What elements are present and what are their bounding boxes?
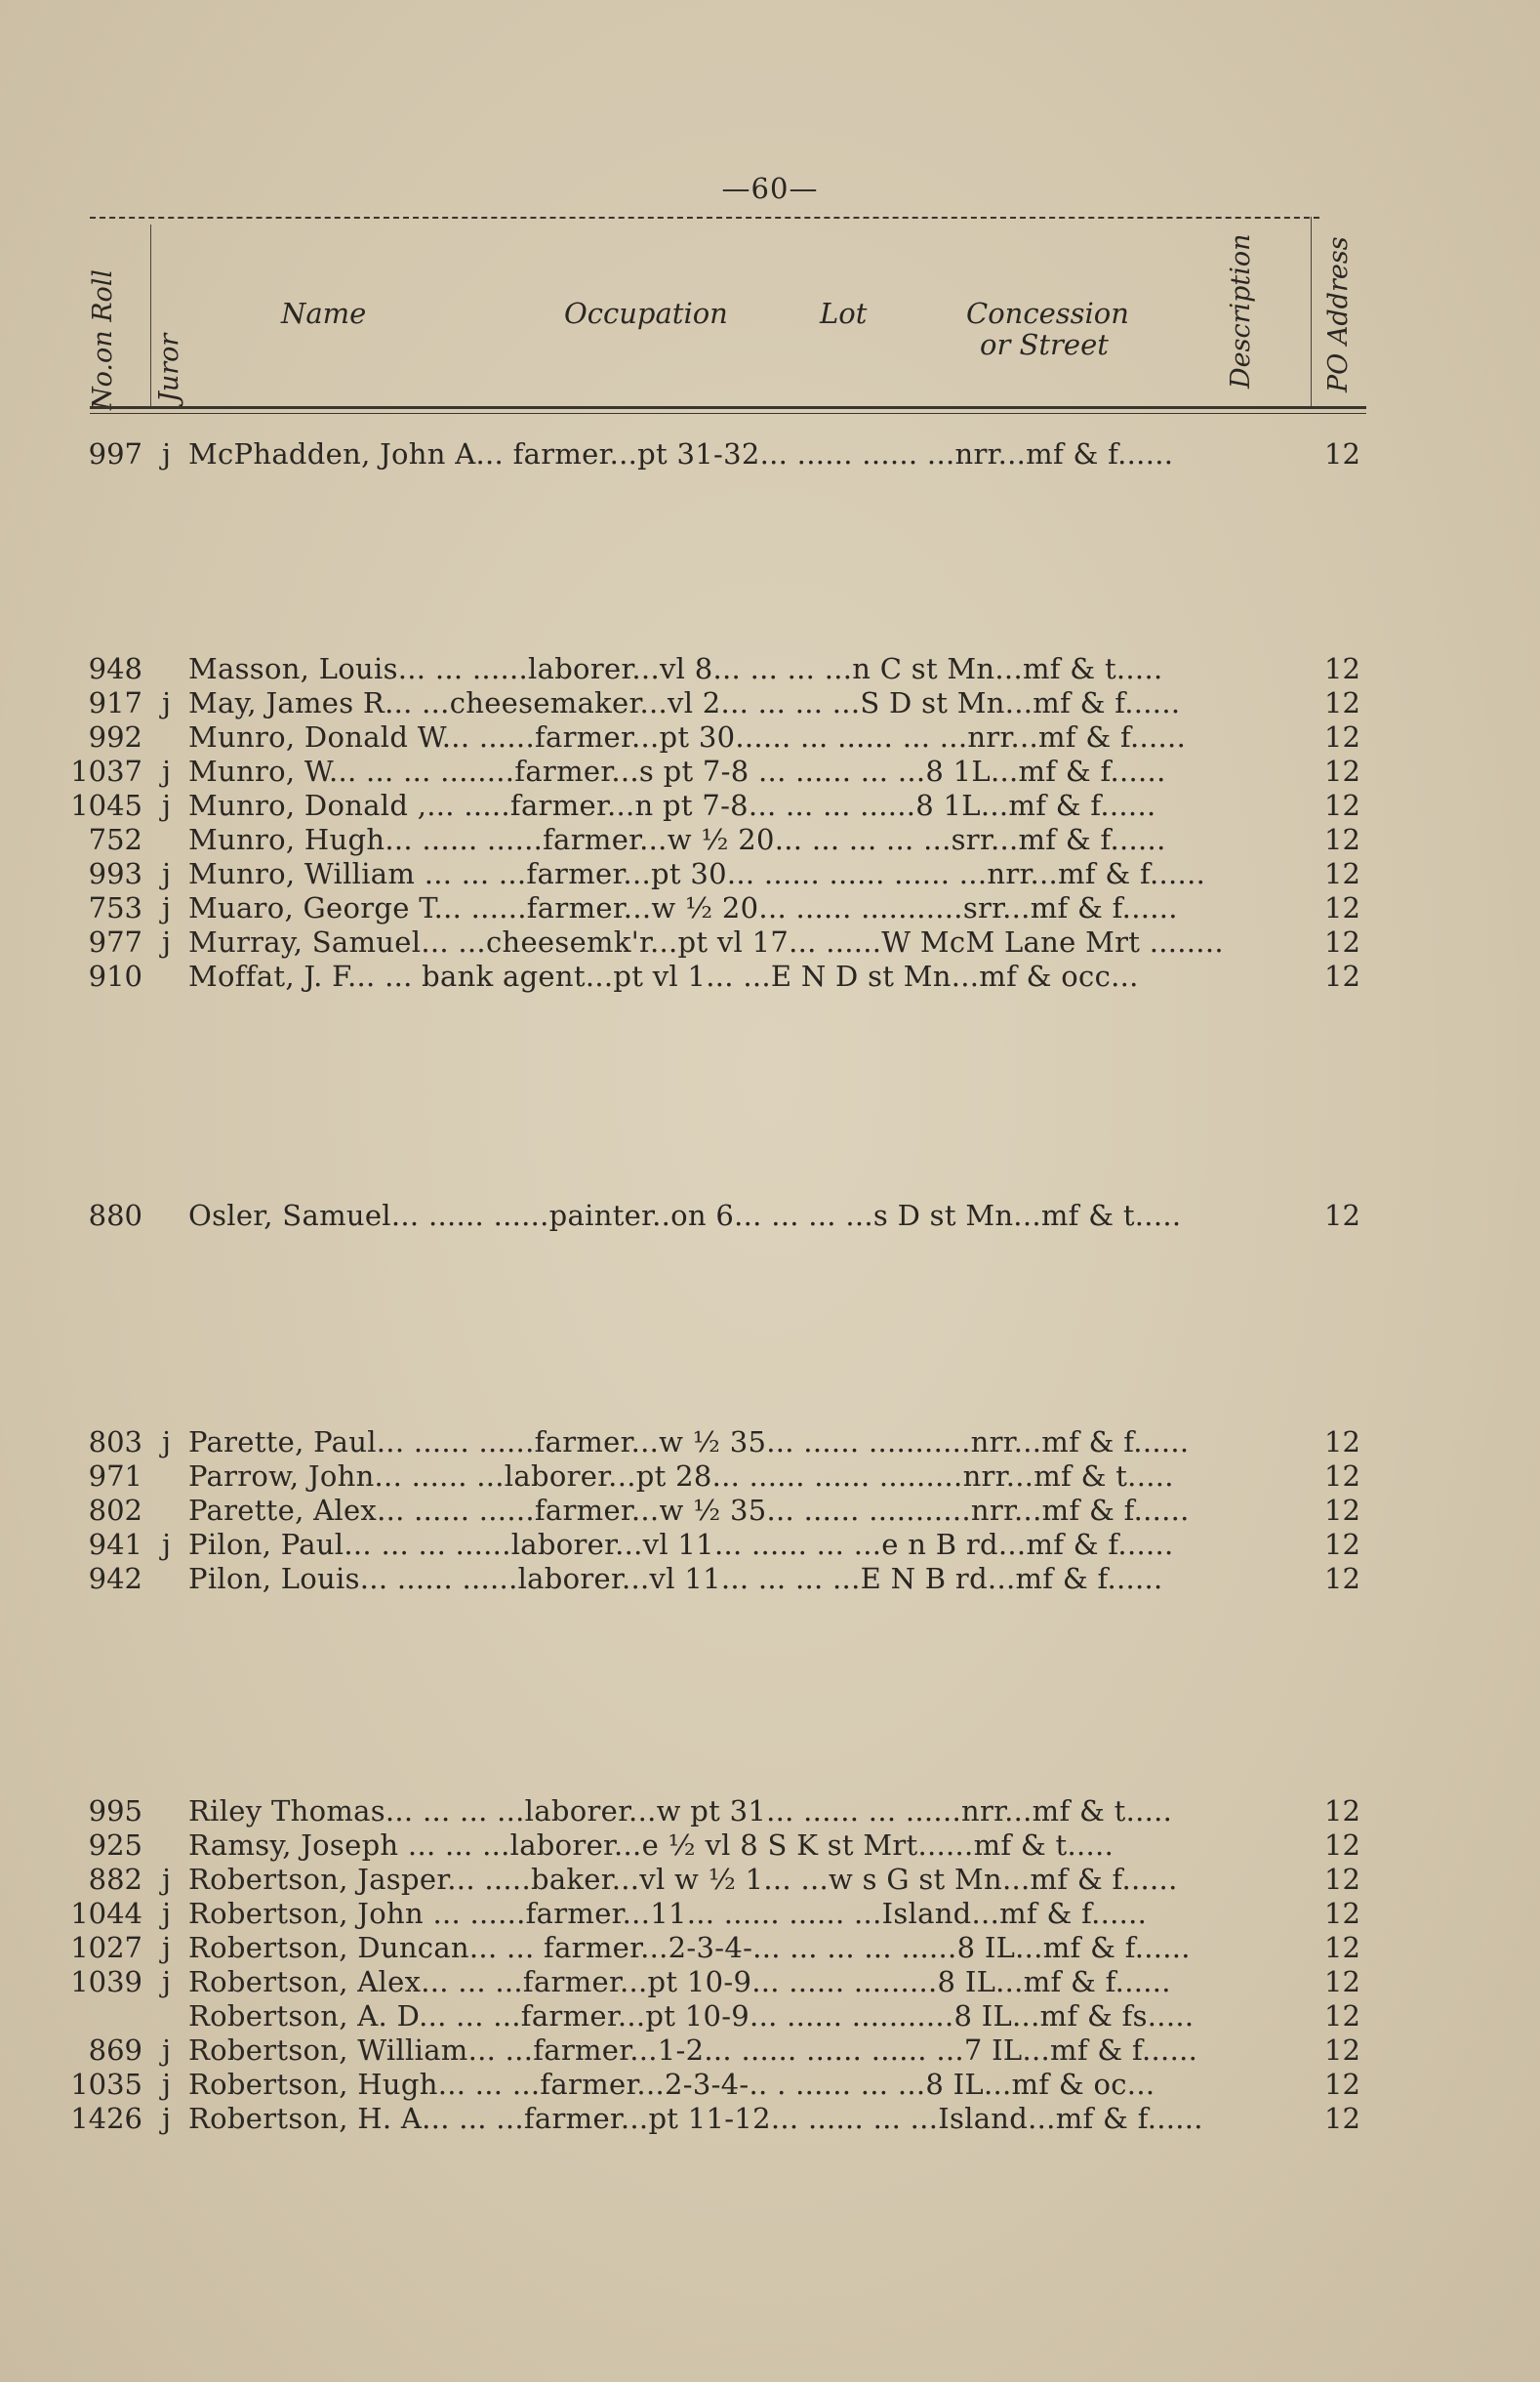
roll-entry-row [0,2033,1540,2067]
roll-number: 997 [88,437,142,471]
juror-mark: j [162,891,171,924]
po-address: 12 [1324,1562,1360,1595]
header-lot: Lot [820,297,868,330]
po-address: 12 [1324,2068,1360,2101]
header-po-address: PO Address [1323,236,1354,392]
page-number: —60— [721,172,819,205]
roll-entry-row [0,1199,1540,1232]
juror-mark: j [162,2102,171,2135]
roll-number: 948 [88,652,142,685]
entry-text: Munro, Hugh... ...... ......farmer...w ½ 20... ... ... ... ...srr...mf & f...... [188,823,1166,856]
roll-entry-row [0,1965,1540,1998]
roll-entry-row [0,1794,1540,1828]
entry-text: Pilon, Louis... ...... ......laborer...vl 11... ... ... ...E N B rd...mf & f...... [188,1562,1163,1595]
juror-mark: j [162,857,171,890]
po-address: 12 [1324,1794,1360,1828]
juror-mark: j [162,1931,171,1964]
entry-text: Munro, William ... ... ...farmer...pt 30... ...... ...... ...... ...nrr...mf & f...... [188,857,1206,890]
entry-text: Munro, Donald ,... .....farmer...n pt 7-8... ... ... ......8 1L...mf & f...... [188,789,1156,822]
roll-entry-row [0,1828,1540,1862]
entry-text: Munro, W... ... ... ........farmer...s pt 7-8 ... ...... ... ...8 1L...mf & f...... [188,755,1166,788]
roll-entry-row [0,1931,1540,1964]
po-address: 12 [1324,1425,1360,1458]
juror-mark: j [162,437,171,471]
juror-mark: j [162,1528,171,1561]
roll-number: 869 [88,2033,142,2067]
roll-entry-row [0,1528,1540,1561]
entry-text: Robertson, William... ...farmer...1-2... ...... ...... ...... ...7 IL...mf & f...... [188,2033,1198,2067]
roll-number: 803 [88,1425,142,1458]
header-divider [1311,217,1312,406]
header-bottom-rule [90,406,1366,409]
entry-text: Robertson, Duncan... ... farmer...2-3-4-... ... ... ... ......8 IL...mf & f...... [188,1931,1191,1964]
header-divider [150,225,151,406]
juror-mark: j [162,686,171,719]
entry-text: Parette, Alex... ...... ......farmer...w ½ 35... ...... ...........nrr...mf & f...... [188,1494,1190,1527]
juror-mark: j [162,1425,171,1458]
po-address: 12 [1324,1863,1360,1896]
juror-mark: j [162,1863,171,1896]
roll-entry-row [0,1425,1540,1458]
roll-entry-row [0,437,1540,471]
juror-mark: j [162,1897,171,1930]
entry-text: Pilon, Paul... ... ... ......laborer...vl 11... ...... ... ...e n B rd...mf & f...... [188,1528,1174,1561]
roll-number: 802 [88,1494,142,1527]
po-address: 12 [1324,857,1360,890]
roll-entry-row [0,1999,1540,2033]
header-name: Name [281,297,367,330]
entry-text: Riley Thomas... ... ... ...laborer...w pt 31... ...... ... ......nrr...mf & t..... [188,1794,1173,1828]
entry-text: Robertson, John ... ......farmer...11... ...... ...... ...Island...mf & f...... [188,1897,1148,1930]
po-address: 12 [1324,1931,1360,1964]
entry-text: Robertson, H. A... ... ...farmer...pt 11-12... ...... ... ...Island...mf & f...... [188,2102,1203,2135]
roll-entry-row [0,652,1540,685]
po-address: 12 [1324,1494,1360,1527]
po-address: 12 [1324,925,1360,959]
po-address: 12 [1324,652,1360,685]
header-description: Description [1226,233,1256,389]
entry-text: Osler, Samuel... ...... ......painter..on 6... ... ... ...s D st Mn...mf & t..... [188,1199,1182,1232]
entry-text: Masson, Louis... ... ......laborer...vl 8... ... ... ...n C st Mn...mf & t..... [188,652,1163,685]
juror-mark: j [162,2068,171,2101]
po-address: 12 [1324,1965,1360,1998]
roll-number: 1035 [70,2068,142,2101]
juror-mark: j [162,2033,171,2067]
entry-text: Robertson, Hugh... ... ...farmer...2-3-4-.. . ...... ... ...8 IL...mf & oc... [188,2068,1155,2101]
roll-number: 1426 [70,2102,142,2135]
roll-number: 942 [88,1562,142,1595]
po-address: 12 [1324,1828,1360,1862]
roll-number: 1045 [70,789,142,822]
juror-mark: j [162,1965,171,1998]
roll-number: 882 [88,1863,142,1896]
entry-text: Robertson, Alex... ... ...farmer...pt 10-9... ...... .........8 IL...mf & f...... [188,1965,1171,1998]
roll-entry-row [0,823,1540,856]
juror-mark: j [162,925,171,959]
entry-text: Muaro, George T... ......farmer...w ½ 20... ...... ...........srr...mf & f...... [188,891,1178,924]
po-address: 12 [1324,823,1360,856]
roll-entry-row [0,925,1540,959]
roll-entry-row [0,2068,1540,2101]
header-juror: Juror [154,333,184,402]
juror-mark: j [162,789,171,822]
entry-text: Robertson, A. D... ... ...farmer...pt 10-9... ...... ...........8 IL...mf & fs..... [188,1999,1195,2033]
header-concession-line1: Concession [966,297,1129,330]
po-address: 12 [1324,1528,1360,1561]
po-address: 12 [1324,1199,1360,1232]
roll-entry-row [0,789,1540,822]
po-address: 12 [1324,437,1360,471]
po-address: 12 [1324,686,1360,719]
header-occupation: Occupation [564,297,728,330]
roll-number: 1037 [70,755,142,788]
po-address: 12 [1324,720,1360,754]
entry-text: Moffat, J. F... ... bank agent...pt vl 1... ...E N D st Mn...mf & occ... [188,960,1139,993]
entry-text: Robertson, Jasper... .....baker...vl w ½ 1... ...w s G st Mn...mf & f...... [188,1863,1178,1896]
roll-number: 925 [88,1828,142,1862]
roll-entry-row [0,720,1540,754]
entry-text: May, James R... ...cheesemaker...vl 2... ... ... ...S D st Mn...mf & f...... [188,686,1181,719]
roll-number: 917 [88,686,142,719]
roll-entry-row [0,2102,1540,2135]
roll-entry-row [0,891,1540,924]
roll-number: 1039 [70,1965,142,1998]
roll-number: 992 [88,720,142,754]
header-concession-line2: or Street [980,328,1109,361]
roll-number: 993 [88,857,142,890]
roll-entry-row [0,1459,1540,1493]
entry-text: Parrow, John... ...... ...laborer...pt 28... ...... ...... .........nrr...mf & t..... [188,1459,1174,1493]
roll-entry-row [0,755,1540,788]
po-address: 12 [1324,891,1360,924]
po-address: 12 [1324,755,1360,788]
header-bottom-rule-thin [90,413,1366,414]
roll-entry-row [0,1897,1540,1930]
entry-text: Murray, Samuel... ...cheesemk'r...pt vl 17... ......W McM Lane Mrt ........ [188,925,1224,959]
po-address: 12 [1324,960,1360,993]
header-no-on-roll: No.on Roll [88,268,118,410]
entry-text: Ramsy, Joseph ... ... ...laborer...e ½ vl 8 S K st Mrt......mf & t..... [188,1828,1114,1862]
roll-number: 880 [88,1199,142,1232]
roll-number: 753 [88,891,142,924]
roll-number: 941 [88,1528,142,1561]
entry-text: Parette, Paul... ...... ......farmer...w ½ 35... ...... ...........nrr...mf & f...... [188,1425,1190,1458]
roll-entry-row [0,1562,1540,1595]
roll-number: 1044 [70,1897,142,1930]
roll-number: 995 [88,1794,142,1828]
roll-number: 971 [88,1459,142,1493]
entry-text: McPhadden, John A... farmer...pt 31-32... ...... ...... ...nrr...mf & f...... [188,437,1174,471]
roll-entry-row [0,1494,1540,1527]
po-address: 12 [1324,2033,1360,2067]
po-address: 12 [1324,1459,1360,1493]
header-top-rule [90,217,1319,219]
roll-number: 1027 [70,1931,142,1964]
roll-entry-row [0,686,1540,719]
juror-mark: j [162,755,171,788]
roll-number: 910 [88,960,142,993]
roll-number: 752 [88,823,142,856]
roll-number: 977 [88,925,142,959]
po-address: 12 [1324,1999,1360,2033]
po-address: 12 [1324,1897,1360,1930]
roll-entry-row [0,857,1540,890]
roll-entry-row [0,1863,1540,1896]
po-address: 12 [1324,789,1360,822]
po-address: 12 [1324,2102,1360,2135]
entry-text: Munro, Donald W... ......farmer...pt 30...... ... ...... ... ...nrr...mf & f...... [188,720,1187,754]
roll-entry-row [0,960,1540,993]
